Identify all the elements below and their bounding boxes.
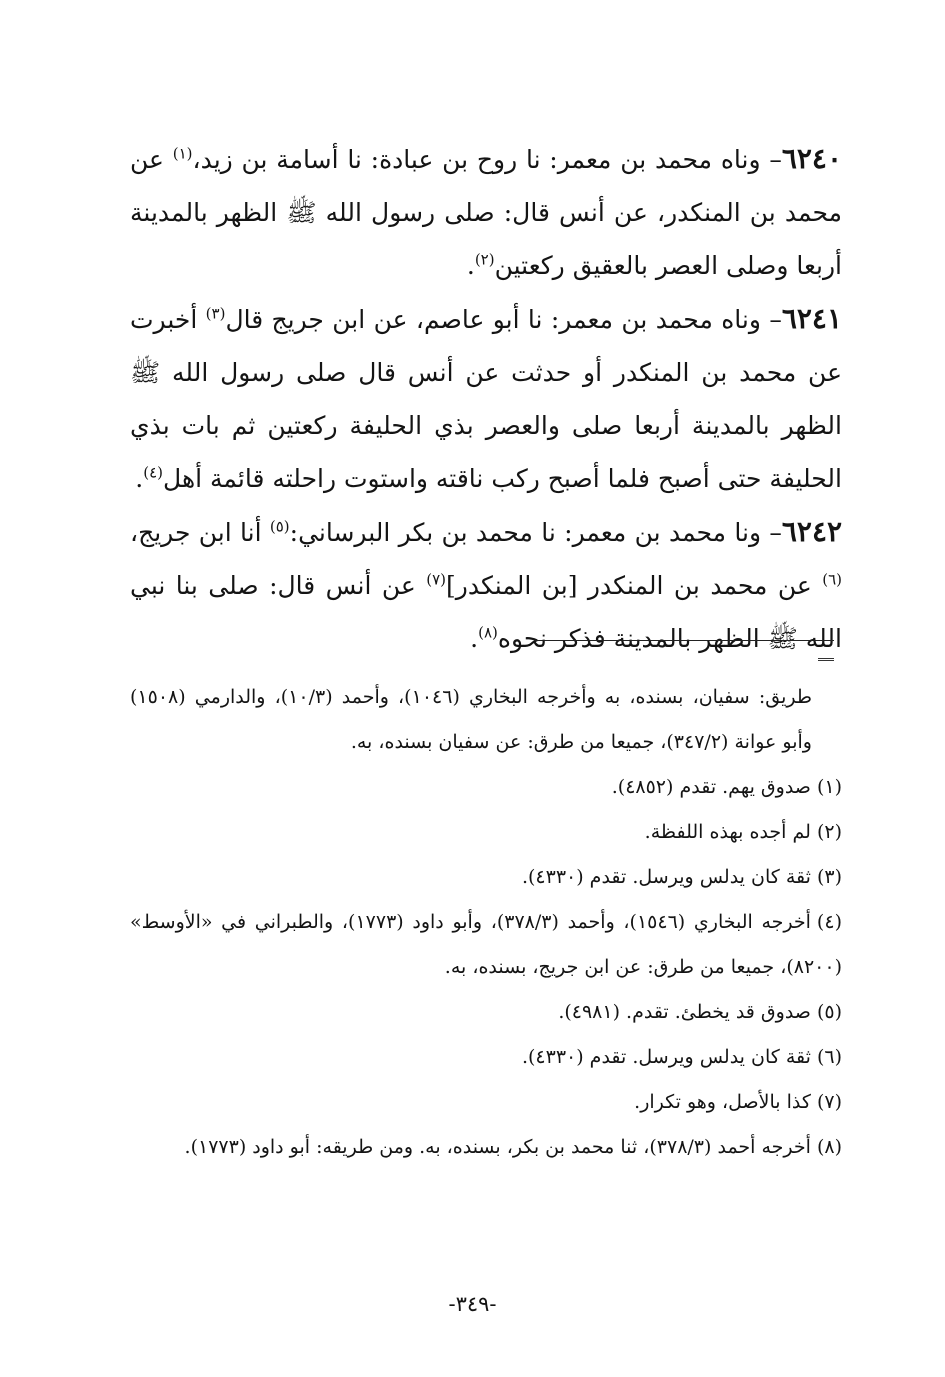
footnote-ref: (٢) — [474, 250, 495, 269]
footnote — [130, 855, 842, 900]
hadith-text: . — [470, 624, 479, 653]
footnote-text: أخرجه أحمد (٣٧٨/٣)، ثنا محمد بن بكر، بسنده، به. ومن طريقه: أبو داود (١٧٧٣). — [184, 1136, 811, 1158]
hadith-number: ٦٢٤١ — [781, 302, 842, 335]
footnote-ref: (٤) — [143, 463, 164, 482]
footnote-number: (٧) — [816, 1091, 842, 1113]
hadith-number: ٦٢٤٢ — [781, 515, 843, 548]
footnote-text: كذا بالأصل، وهو تكرار. — [634, 1091, 811, 1113]
footnote-number: (١) — [816, 776, 842, 798]
footnote — [130, 1125, 842, 1170]
hadith-text: – وناه محمد بن معمر: نا روح بن عبادة: نا أسامة بن زيد، — [192, 145, 782, 174]
hadith-entry — [130, 132, 842, 292]
footnote — [130, 1035, 842, 1080]
footnote-continuation-mark — [818, 658, 834, 661]
hadith-entry — [130, 505, 842, 665]
hadith-text: أنا ابن جريج، — [130, 518, 270, 547]
footnote-text: ثقة كان يدلس ويرسل. تقدم (٤٣٣٠). — [521, 866, 811, 888]
footnote-ref: (٨) — [478, 623, 498, 642]
footnote — [130, 810, 842, 855]
footnote-continuation: طريق: سفيان، بسنده، به وأخرجه البخاري (١٠٤٦)، وأحمد (١٠/٣)، والدارمي (١٥٠٨) وأبو عوانة (٣٤٧/٢)، جميعا من طرق: عن سفيان بسنده، به. — [130, 686, 812, 753]
footnote-text: أخرجه البخاري (١٥٤٦)، وأحمد (٣٧٨/٣)، وأبو داود (١٧٧٣)، والطبراني في «الأوسط» (٨٢٠٠)، جميعا من طرق: عن ابن جريج، بسنده، به. — [130, 911, 842, 978]
footnote-ref: (٣) — [205, 304, 226, 323]
hadith-number: ٦٢٤٠ — [781, 142, 842, 175]
footnote-number: (٣) — [816, 866, 842, 888]
footnote-ref: (٧) — [426, 570, 447, 589]
footnotes — [130, 675, 842, 1170]
hadith-text: عن محمد بن المنكدر [بن المنكدر] — [446, 571, 823, 600]
hadith-text: أخبرت عن محمد بن المنكدر أو حدثت عن أنس قال صلى رسول الله ﷺ الظهر بالمدينة أربعا صلى والعصر بذي الحليفة ركعتين ثم بات بذي الحليفة حتى أصبح فلما أصبح ركب ناقته واستوت راحلته قائمة أهل — [130, 305, 842, 493]
footnote-number: (٢) — [816, 821, 842, 843]
footnote-text: ثقة كان يدلس ويرسل. تقدم (٤٣٣٠). — [521, 1046, 811, 1068]
footnote-text: صدوق قد يخطئ. تقدم. (٤٩٨١). — [558, 1001, 811, 1023]
footnote — [130, 765, 842, 810]
hadith-text: عن أنس قال: صلى بنا نبي الله ﷺ الظهر بالمدينة فذكر نحوه — [130, 571, 842, 653]
footnote-number: (٤) — [816, 911, 842, 933]
footnote-number: (٨) — [816, 1136, 842, 1158]
hadith-text: . — [135, 464, 144, 493]
footnote-ref: (١) — [172, 144, 193, 163]
footnote-ref: (٥) — [269, 517, 290, 536]
hadith-entry — [130, 292, 842, 505]
footnote-text: لم أجده بهذه اللفظة. — [644, 821, 811, 843]
main-text — [130, 132, 842, 665]
footnote — [130, 900, 842, 990]
footnote — [130, 1080, 842, 1125]
hadith-text: – ونا محمد بن معمر: نا محمد بن بكر البرساني: — [289, 518, 782, 547]
footnote — [130, 990, 842, 1035]
footnote-text: صدوق يهم. تقدم (٤٨٥٢). — [611, 776, 811, 798]
hadith-text: . — [466, 251, 475, 280]
page-number: -٣٤٩- — [448, 1292, 497, 1316]
hadith-text: – وناه محمد بن معمر: نا أبو عاصم، عن ابن جريج قال — [225, 305, 782, 334]
footnote-ref: (٦) — [822, 570, 842, 589]
footnote-number: (٥) — [816, 1001, 842, 1023]
footnote-separator — [534, 640, 834, 641]
footnote-number: (٦) — [816, 1046, 842, 1068]
hadith-text: عن محمد بن المنكدر، عن أنس قال: صلى رسول الله ﷺ الظهر بالمدينة أربعا وصلى العصر بالعقيق ركعتين — [130, 145, 842, 280]
